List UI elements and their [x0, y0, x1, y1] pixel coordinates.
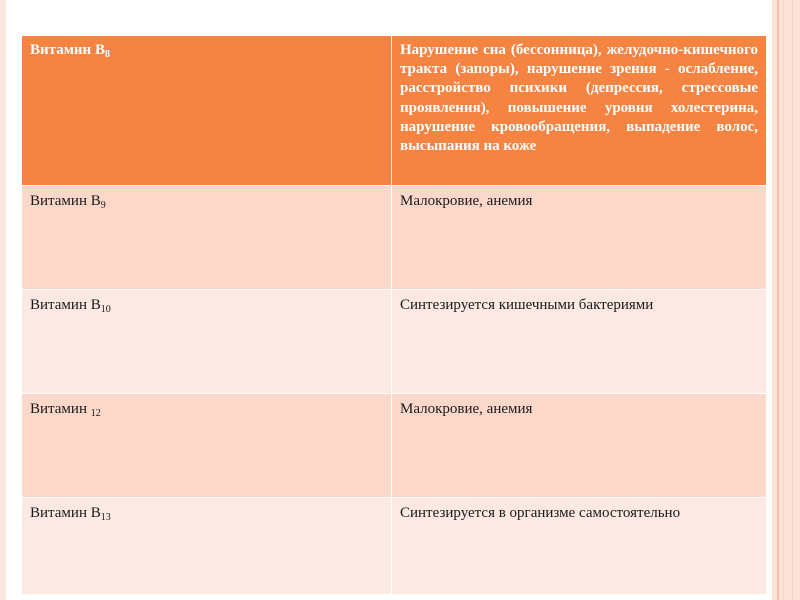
slide-right-border-decoration	[772, 0, 800, 600]
table-row-b10	[22, 290, 767, 394]
deficiency-description-cell	[392, 498, 767, 595]
vitamin-name-cell	[22, 186, 392, 290]
border-stripe	[777, 0, 779, 600]
vitamin-name-cell	[22, 498, 392, 595]
deficiency-description-cell	[392, 290, 767, 394]
table-row-b12	[22, 394, 767, 498]
vitamin-name: Витамин B	[30, 505, 101, 521]
deficiency-description-cell	[392, 36, 767, 186]
deficiency-description-last-line: высыпания на коже	[400, 138, 537, 155]
vitamin-name-cell	[22, 290, 392, 394]
vitamin-name: Витамин	[30, 401, 91, 417]
table-row-b13	[22, 498, 767, 595]
vitamin-subscript: 8	[104, 49, 110, 60]
vitamin-deficiency-table	[21, 35, 767, 595]
deficiency-description-cell	[392, 186, 767, 290]
border-stripe	[783, 0, 784, 600]
vitamin-name: Витамин B	[30, 193, 101, 209]
vitamin-name-cell	[22, 394, 392, 498]
deficiency-description: Синтезируется кишечными бактериями	[400, 297, 654, 313]
vitamin-subscript: 10	[100, 304, 111, 315]
table-row-b8	[22, 36, 767, 186]
deficiency-description: Малокровие, анемия	[400, 193, 533, 209]
vitamin-subscript: 9	[100, 200, 106, 211]
deficiency-description: Синтезируется в организме самостоятельно	[400, 505, 681, 521]
vitamin-subscript: 13	[100, 512, 111, 523]
vitamin-name: Витамин B	[30, 42, 105, 58]
vitamin-name-cell	[22, 36, 392, 186]
deficiency-description: Малокровие, анемия	[400, 401, 533, 417]
slide-left-border	[0, 0, 6, 600]
table-row-b9	[22, 186, 767, 290]
deficiency-description-cell	[392, 394, 767, 498]
deficiency-description: Нарушение сна (бессонница), желудочно-кишечного тракта (запоры), нарушение зрения - ослабление, расстройство психики (депрессия, стрессовые проявления), повышение уровня холестерина, нарушение кровообращения, выпадение волос,	[400, 42, 758, 135]
vitamin-name: Витамин B	[30, 297, 101, 313]
vitamin-subscript: 12	[90, 408, 101, 419]
border-stripe	[792, 0, 793, 600]
